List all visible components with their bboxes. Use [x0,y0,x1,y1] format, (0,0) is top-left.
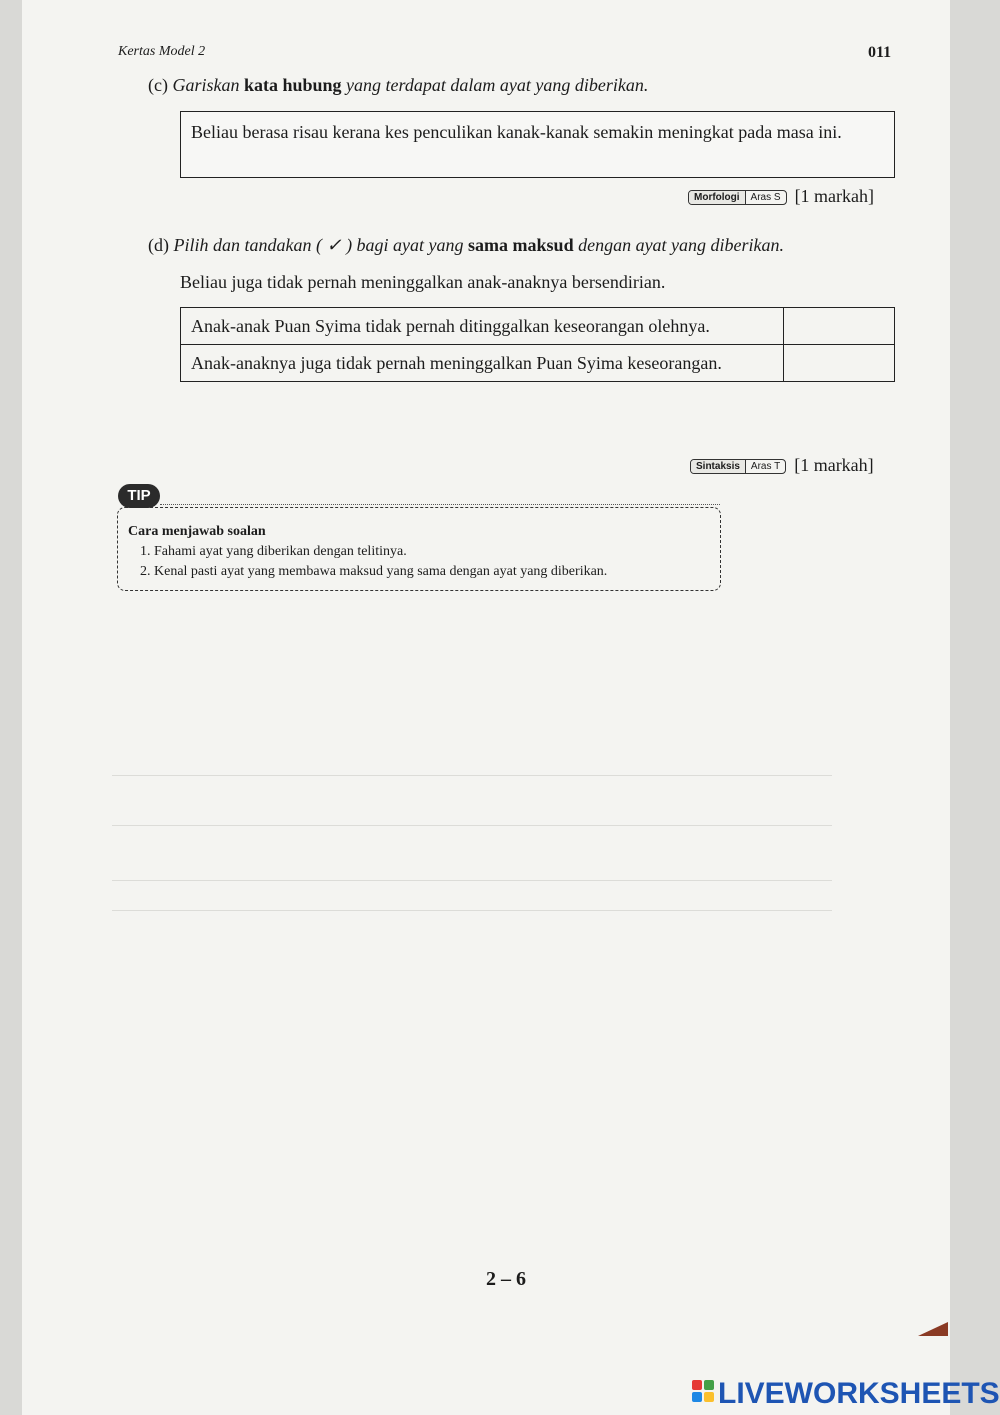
tip-divider [160,504,720,505]
question-d-given-sentence: Beliau juga tidak pernah meninggalkan anak-anaknya bersendirian. [180,272,666,292]
question-c-tag: Morfologi Aras S [688,190,787,205]
option-row [181,308,895,345]
option-tick-box[interactable] [784,345,895,382]
option-tick-box[interactable] [784,308,895,345]
question-d-options-table [180,307,895,382]
header-paper-title: Kertas Model 2 [118,44,206,59]
bleed-through-area [112,620,842,950]
question-d-marks-line [690,455,874,476]
liveworksheets-logo-icon [692,1380,714,1402]
tip-title: Cara menjawab soalan [128,524,266,539]
question-c-sentence[interactable]: Beliau berasa risau kerana kes penculikan kanak-kanak semakin meningkat pada masa ini. [191,122,842,142]
option-row [181,345,895,382]
tip-item: 2. Kenal pasti ayat yang membawa maksud yang sama dengan ayat yang diberikan. [154,562,710,582]
tip-badge: TIP [118,484,160,508]
question-d-tag: Sintaksis Aras T [690,459,786,474]
option-text: Anak-anaknya juga tidak pernah meninggalkan Puan Syima keseorangan. [181,345,784,382]
question-c-marks-line [688,186,874,207]
page-number: 2 – 6 [486,1268,526,1290]
question-c-instruction: (c) Gariskan kata hubung yang terdapat dalam ayat yang diberikan. [148,75,649,95]
question-d-marks: [1 markah] [794,455,874,475]
question-c-sentence-box [180,111,895,178]
liveworksheets-brand: LIVEWORKSHEETS [718,1377,1000,1410]
question-d-instruction: (d) Pilih dan tandakan ( ✓ ) bagi ayat yang sama maksud dengan ayat yang diberikan. [148,235,785,255]
tip-item: 1. Fahami ayat yang diberikan dengan telitinya. [154,542,710,562]
tip-list [128,542,710,582]
tip-box [117,507,721,591]
header-code: 011 [868,44,892,61]
option-text: Anak-anak Puan Syima tidak pernah ditinggalkan keseorangan olehnya. [181,308,784,345]
corner-ribbon [918,1322,948,1336]
question-c-marks: [1 markah] [794,186,875,206]
